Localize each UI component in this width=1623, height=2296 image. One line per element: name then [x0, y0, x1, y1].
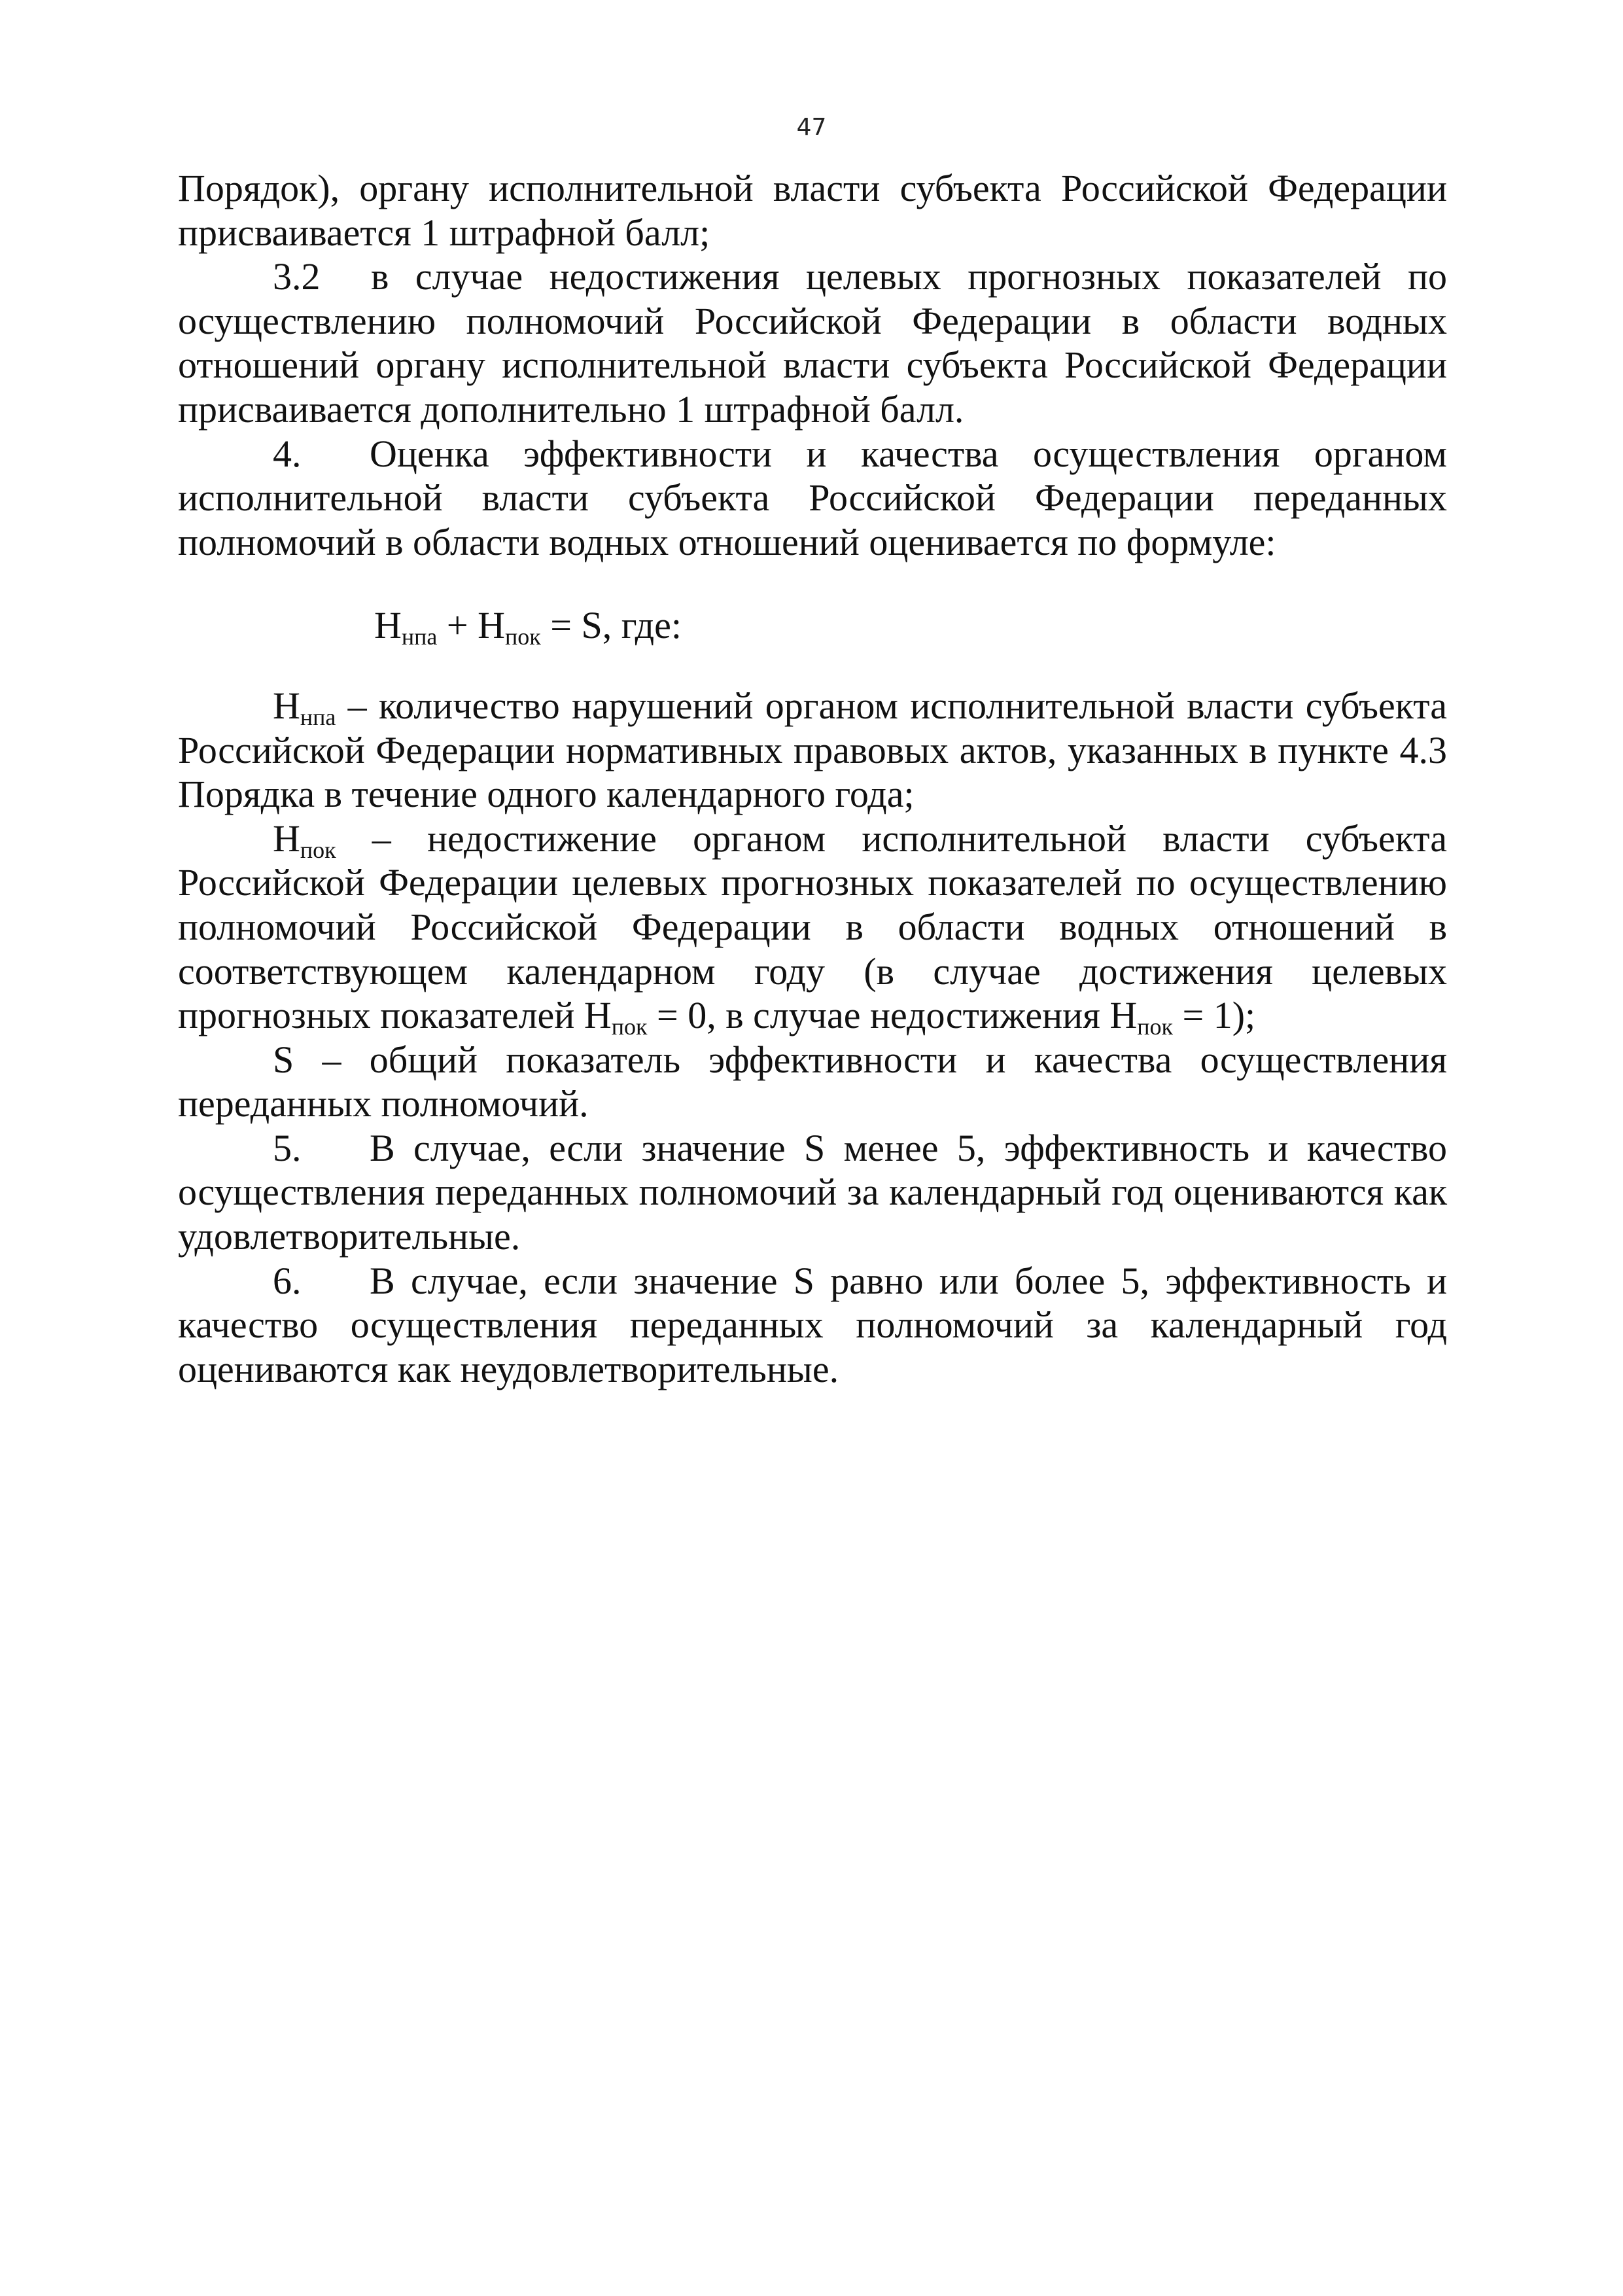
formula-subscript: пок [505, 624, 541, 650]
definition-symbol: Н [584, 994, 612, 1037]
item-text: В случае, если значение S равно или более 5, эффективность и качество осуществления переданных полномочий за календарный год оцениваются как неудовлетворительные. [178, 1259, 1447, 1390]
item-text: в случае недостижения целевых прогнозных показателей по осуществлению полномочий Российской Федерации в области водных отношений органу исполнительной власти субъекта Российской Федерации присваивается дополнительно 1 штрафной балл. [178, 255, 1447, 431]
item-number: 4. [273, 432, 302, 475]
item-number: 5. [273, 1126, 302, 1169]
formula-subscript: нпа [401, 624, 438, 650]
definition-subscript: нпа [300, 703, 336, 730]
item-number: 3.2 [273, 255, 321, 298]
formula-result: = S, где: [540, 604, 682, 647]
item-number: 6. [273, 1259, 302, 1302]
definition-s: S – общий показатель эффективности и качества осуществления переданных полномочий. [178, 1038, 1447, 1125]
item-3-2 [178, 255, 1447, 431]
definition-symbol: Н [273, 684, 300, 727]
definition-subscript: пок [300, 836, 336, 863]
definition-text: – количество нарушений органом исполнительной власти субъекта Российской Федерации нормативных правовых актов, указанных в пункте 4.3 Порядка в течение одного календарного года; [178, 684, 1447, 816]
item-5 [178, 1126, 1447, 1259]
paragraph-continuation: Порядок), органу исполнительной власти субъекта Российской Федерации присваивается 1 штрафной балл; [178, 167, 1447, 254]
definition-symbol: Н [273, 817, 300, 860]
item-text: В случае, если значение S менее 5, эффективность и качество осуществления переданных полномочий за календарный год оцениваются как удовлетворительные. [178, 1126, 1447, 1258]
definition-npa [178, 684, 1447, 817]
page-number: 47 [796, 114, 827, 141]
definition-text: = 1); [1173, 994, 1256, 1037]
item-6 [178, 1259, 1447, 1392]
definition-subscript: пок [1137, 1014, 1174, 1040]
formula-operator: + [437, 604, 478, 647]
formula [374, 603, 1447, 648]
document-body [178, 166, 1447, 1391]
definition-subscript: пок [611, 1014, 648, 1040]
definition-symbol: Н [1109, 994, 1138, 1037]
item-text: Оценка эффективности и качества осуществления органом исполнительной власти субъекта Российской Федерации переданных полномочий в области водных отношений оценивается по формуле: [178, 432, 1447, 563]
formula-symbol: Н [478, 604, 506, 647]
formula-symbol: Н [374, 604, 402, 647]
item-4 [178, 432, 1447, 565]
definition-pok [178, 817, 1447, 1038]
definition-text: – недостижение органом исполнительной власти субъекта Российской Федерации целевых прогнозных показателей по осуществлению полномочий Российской Федерации в области водных отношений в соответствующем календарном году (в случае достижения целевых прогнозных показателей [178, 817, 1447, 1037]
definition-text: = 0, в случае недостижения [647, 994, 1110, 1037]
